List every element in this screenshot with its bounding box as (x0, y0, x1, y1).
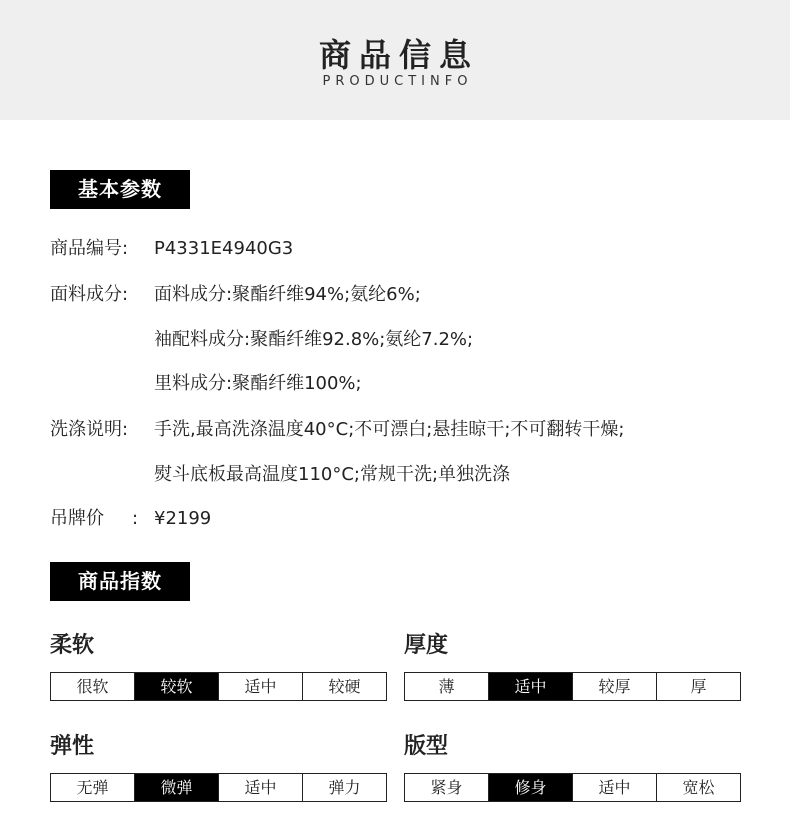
softness-title: 柔软 (50, 633, 95, 658)
header-subtitle: PRODUCTINFO (322, 74, 473, 89)
softness-option: 适中 (219, 673, 303, 700)
elasticity-option: 适中 (219, 774, 303, 801)
softness-option: 较硬 (328, 677, 361, 696)
elasticity-option: 弹力 (328, 778, 361, 797)
fit-option: 适中 (573, 774, 657, 801)
elasticity-option: 无弹 (51, 774, 135, 801)
thickness-option: 薄 (405, 673, 489, 700)
thickness-title: 厚度 (404, 633, 449, 658)
thickness-option: 较厚 (573, 673, 657, 700)
thickness-scale (404, 672, 741, 701)
product-code-value: P4331E4940G3 (154, 238, 294, 259)
price-colon: : (132, 508, 139, 529)
page-header (0, 0, 790, 120)
header-title: 商品信息 (318, 36, 479, 74)
elasticity-option: 微弹 (135, 774, 219, 801)
softness-option: 很软 (51, 673, 135, 700)
wash-line-2: 熨斗底板最高温度110°C;常规干洗;单独洗涤 (154, 464, 511, 485)
elasticity-scale (50, 773, 387, 802)
fabric-line-3: 里料成分:聚酯纤维100%; (154, 373, 362, 394)
product-code-label: 商品编号: (50, 238, 129, 259)
wash-label: 洗涤说明: (50, 419, 129, 440)
product-index-title: 商品指数 (50, 562, 190, 601)
price-label: 吊牌价 (50, 508, 104, 529)
basic-params-title: 基本参数 (50, 170, 190, 209)
fabric-label: 面料成分: (50, 284, 129, 305)
elasticity-title: 弹性 (50, 734, 95, 759)
fit-title: 版型 (404, 734, 449, 759)
thickness-option: 适中 (489, 673, 573, 700)
fit-option: 紧身 (405, 774, 489, 801)
fit-scale (404, 773, 741, 802)
fabric-line-2: 袖配料成分:聚酯纤维92.8%;氨纶7.2%; (154, 329, 474, 350)
fit-option: 宽松 (682, 778, 715, 797)
fit-option: 修身 (489, 774, 573, 801)
softness-option: 较软 (135, 673, 219, 700)
fabric-line-1: 面料成分:聚酯纤维94%;氨纶6%; (154, 284, 421, 305)
thickness-option: 厚 (690, 677, 707, 696)
price-value: ¥2199 (154, 508, 212, 529)
softness-scale (50, 672, 387, 701)
wash-line-1: 手洗,最高洗涤温度40°C;不可漂白;悬挂晾干;不可翻转干燥; (154, 419, 625, 440)
